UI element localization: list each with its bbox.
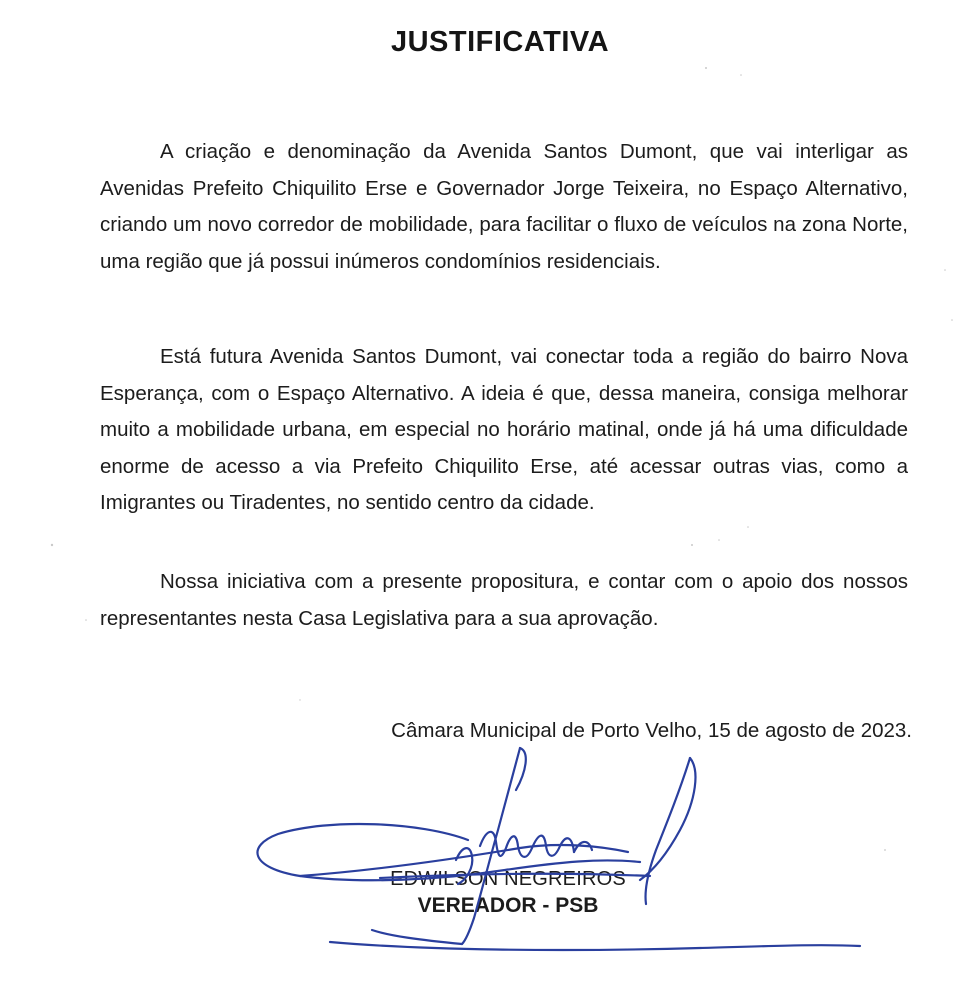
paragraph-3: Nossa iniciativa com a presente propositura, e contar com o apoio dos nossos representantes nesta Casa Legislativa para a sua aprovação. — [100, 570, 908, 630]
signatory-role: VEREADOR - PSB — [417, 894, 599, 917]
paragraph-2: Está futura Avenida Santos Dumont, vai conectar toda a região do bairro Nova Esperança, com o Espaço Alternativo. A ideia é que, dessa maneira, consiga melhorar muito a mobilidade urbana, em especial no horário matinal, onde já há uma dificuldade enorme de acesso a via Prefeito Chiquilito Erse, até acessar outras vias, como a Imigrantes ou Tiradentes, no sentido centro da cidade. — [100, 345, 908, 514]
signatory-name: EDWILSON NEGREIROS — [390, 868, 626, 890]
page-title: JUSTIFICATIVA — [390, 26, 610, 58]
paragraph-1: A criação e denominação da Avenida Santos Dumont, que vai interligar as Avenidas Prefeito Chiquilito Erse e Governador Jorge Teixeira, no Espaço Alternativo, criando um novo corredor de mobilidade, para facilitar o fluxo de veículos na zona Norte, uma região que já possui inúmeros condomínios residenciais. — [100, 140, 908, 273]
place-and-date: Câmara Municipal de Porto Velho, 15 de agosto de 2023. — [391, 719, 912, 742]
